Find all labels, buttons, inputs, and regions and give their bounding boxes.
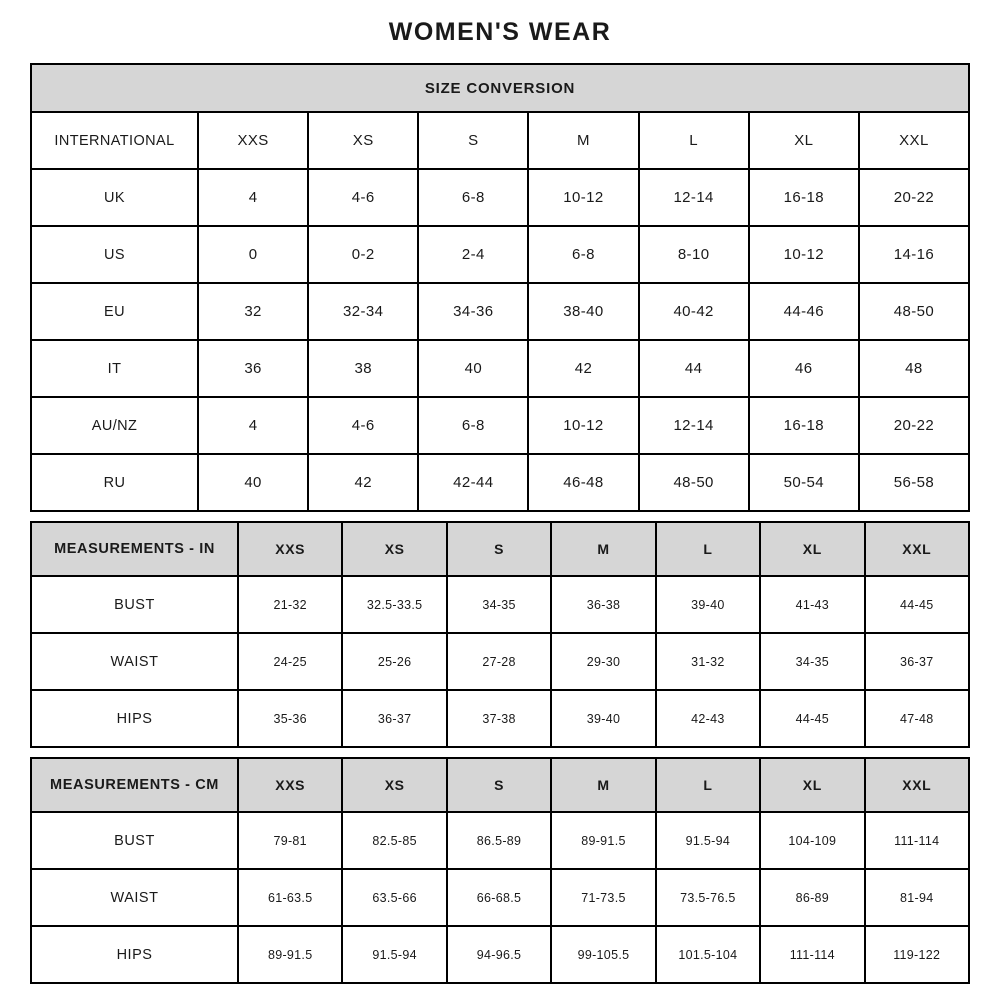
table-row — [31, 454, 969, 511]
table-row — [31, 112, 969, 169]
table-cell: 50-54 — [749, 454, 859, 511]
table-cell: 35-36 — [238, 690, 342, 747]
table-cell: 34-35 — [447, 576, 551, 633]
table-cell: 6-8 — [418, 169, 528, 226]
size-column-header: XS — [342, 758, 446, 812]
size-column-header: S — [447, 758, 551, 812]
size-column-header: XS — [342, 522, 446, 576]
measurements-header-row — [31, 758, 969, 812]
size-column-header: XXS — [238, 522, 342, 576]
row-label: INTERNATIONAL — [31, 112, 198, 169]
table-row — [31, 169, 969, 226]
table-cell: 101.5-104 — [656, 926, 760, 983]
table-cell: 48-50 — [639, 454, 749, 511]
table-cell: XS — [308, 112, 418, 169]
table-row — [31, 576, 969, 633]
table-cell: 14-16 — [859, 226, 969, 283]
table-cell: 44 — [639, 340, 749, 397]
table-cell: 66-68.5 — [447, 869, 551, 926]
table-cell: 36-37 — [865, 633, 969, 690]
table-cell: 81-94 — [865, 869, 969, 926]
size-column-header: S — [447, 522, 551, 576]
table-cell: 91.5-94 — [342, 926, 446, 983]
row-label: WAIST — [31, 633, 238, 690]
row-label: EU — [31, 283, 198, 340]
row-label: HIPS — [31, 926, 238, 983]
table-cell: 36-38 — [551, 576, 655, 633]
row-label: US — [31, 226, 198, 283]
table-cell: 37-38 — [447, 690, 551, 747]
row-label: BUST — [31, 576, 238, 633]
table-cell: 29-30 — [551, 633, 655, 690]
table-cell: 40 — [198, 454, 308, 511]
size-column-header: XL — [760, 758, 864, 812]
table-cell: S — [418, 112, 528, 169]
table-cell: 61-63.5 — [238, 869, 342, 926]
table-row — [31, 340, 969, 397]
table-cell: 20-22 — [859, 169, 969, 226]
table-cell: 46 — [749, 340, 859, 397]
table-cell: 47-48 — [865, 690, 969, 747]
table-cell: 16-18 — [749, 169, 859, 226]
table-cell: 31-32 — [656, 633, 760, 690]
table-cell: 40-42 — [639, 283, 749, 340]
table-cell: 89-91.5 — [551, 812, 655, 869]
table-cell: 10-12 — [749, 226, 859, 283]
table-cell: 99-105.5 — [551, 926, 655, 983]
table-cell: 82.5-85 — [342, 812, 446, 869]
table-cell: 32 — [198, 283, 308, 340]
table-cell: 38-40 — [528, 283, 638, 340]
table-cell: 6-8 — [418, 397, 528, 454]
table-cell: 46-48 — [528, 454, 638, 511]
table-cell: 8-10 — [639, 226, 749, 283]
table-cell: 12-14 — [639, 169, 749, 226]
table-cell: 0-2 — [308, 226, 418, 283]
row-label: BUST — [31, 812, 238, 869]
table-cell: 4 — [198, 169, 308, 226]
table-cell: 111-114 — [760, 926, 864, 983]
measurements-title: MEASUREMENTS - CM — [31, 758, 238, 812]
table-cell: XL — [749, 112, 859, 169]
measurements-in-table — [30, 521, 970, 748]
table-cell: 16-18 — [749, 397, 859, 454]
table-cell: 32.5-33.5 — [342, 576, 446, 633]
table-cell: 86.5-89 — [447, 812, 551, 869]
table-cell: 44-45 — [865, 576, 969, 633]
table-cell: 119-122 — [865, 926, 969, 983]
table-cell: 27-28 — [447, 633, 551, 690]
size-column-header: XXL — [865, 758, 969, 812]
table-cell: 34-36 — [418, 283, 528, 340]
table-cell: 48 — [859, 340, 969, 397]
size-column-header: XL — [760, 522, 864, 576]
table-cell: 104-109 — [760, 812, 864, 869]
table-cell: 4-6 — [308, 169, 418, 226]
table-row — [31, 397, 969, 454]
row-label: UK — [31, 169, 198, 226]
table-row — [31, 633, 969, 690]
table-row — [31, 283, 969, 340]
table-cell: 42-43 — [656, 690, 760, 747]
page-title: WOMEN'S WEAR — [388, 18, 612, 46]
table-cell: 38 — [308, 340, 418, 397]
table-row — [31, 869, 969, 926]
table-cell: 86-89 — [760, 869, 864, 926]
table-cell: 36 — [198, 340, 308, 397]
table-cell: 63.5-66 — [342, 869, 446, 926]
table-cell: 39-40 — [656, 576, 760, 633]
table-cell: 34-35 — [760, 633, 864, 690]
table-cell: 42 — [308, 454, 418, 511]
row-label: RU — [31, 454, 198, 511]
table-cell: 12-14 — [639, 397, 749, 454]
table-cell: 2-4 — [418, 226, 528, 283]
table-cell: 91.5-94 — [656, 812, 760, 869]
size-chart-page — [30, 0, 970, 984]
table-row — [31, 226, 969, 283]
table-cell: 21-32 — [238, 576, 342, 633]
size-column-header: M — [551, 522, 655, 576]
table-cell: XXL — [859, 112, 969, 169]
table-cell: 56-58 — [859, 454, 969, 511]
table-cell: 79-81 — [238, 812, 342, 869]
table-cell: 6-8 — [528, 226, 638, 283]
table-cell: 0 — [198, 226, 308, 283]
size-conversion-table — [30, 63, 970, 512]
table-cell: 4 — [198, 397, 308, 454]
table-cell: M — [528, 112, 638, 169]
table-cell: 4-6 — [308, 397, 418, 454]
size-column-header: L — [656, 758, 760, 812]
size-column-header: L — [656, 522, 760, 576]
table-cell: 25-26 — [342, 633, 446, 690]
table-cell: 111-114 — [865, 812, 969, 869]
size-column-header: M — [551, 758, 655, 812]
table-cell: XXS — [198, 112, 308, 169]
measurements-cm-table — [30, 757, 970, 984]
table-cell: 40 — [418, 340, 528, 397]
table-cell: 94-96.5 — [447, 926, 551, 983]
size-conversion-header: SIZE CONVERSION — [31, 64, 969, 112]
row-label: AU/NZ — [31, 397, 198, 454]
table-cell: 42 — [528, 340, 638, 397]
table-cell: 89-91.5 — [238, 926, 342, 983]
size-conversion-banner-row — [31, 64, 969, 112]
table-cell: 73.5-76.5 — [656, 869, 760, 926]
table-cell: 44-45 — [760, 690, 864, 747]
table-cell: 39-40 — [551, 690, 655, 747]
table-row — [31, 812, 969, 869]
table-cell: 24-25 — [238, 633, 342, 690]
table-cell: 71-73.5 — [551, 869, 655, 926]
measurements-title: MEASUREMENTS - IN — [31, 522, 238, 576]
table-cell: 10-12 — [528, 169, 638, 226]
table-cell: 48-50 — [859, 283, 969, 340]
row-label: WAIST — [31, 869, 238, 926]
table-cell: 36-37 — [342, 690, 446, 747]
table-row — [31, 690, 969, 747]
table-cell: L — [639, 112, 749, 169]
size-column-header: XXS — [238, 758, 342, 812]
row-label: IT — [31, 340, 198, 397]
table-cell: 41-43 — [760, 576, 864, 633]
table-cell: 10-12 — [528, 397, 638, 454]
row-label: HIPS — [31, 690, 238, 747]
table-cell: 44-46 — [749, 283, 859, 340]
table-cell: 20-22 — [859, 397, 969, 454]
table-cell: 42-44 — [418, 454, 528, 511]
size-column-header: XXL — [865, 522, 969, 576]
table-row — [31, 926, 969, 983]
table-cell: 32-34 — [308, 283, 418, 340]
measurements-header-row — [31, 522, 969, 576]
